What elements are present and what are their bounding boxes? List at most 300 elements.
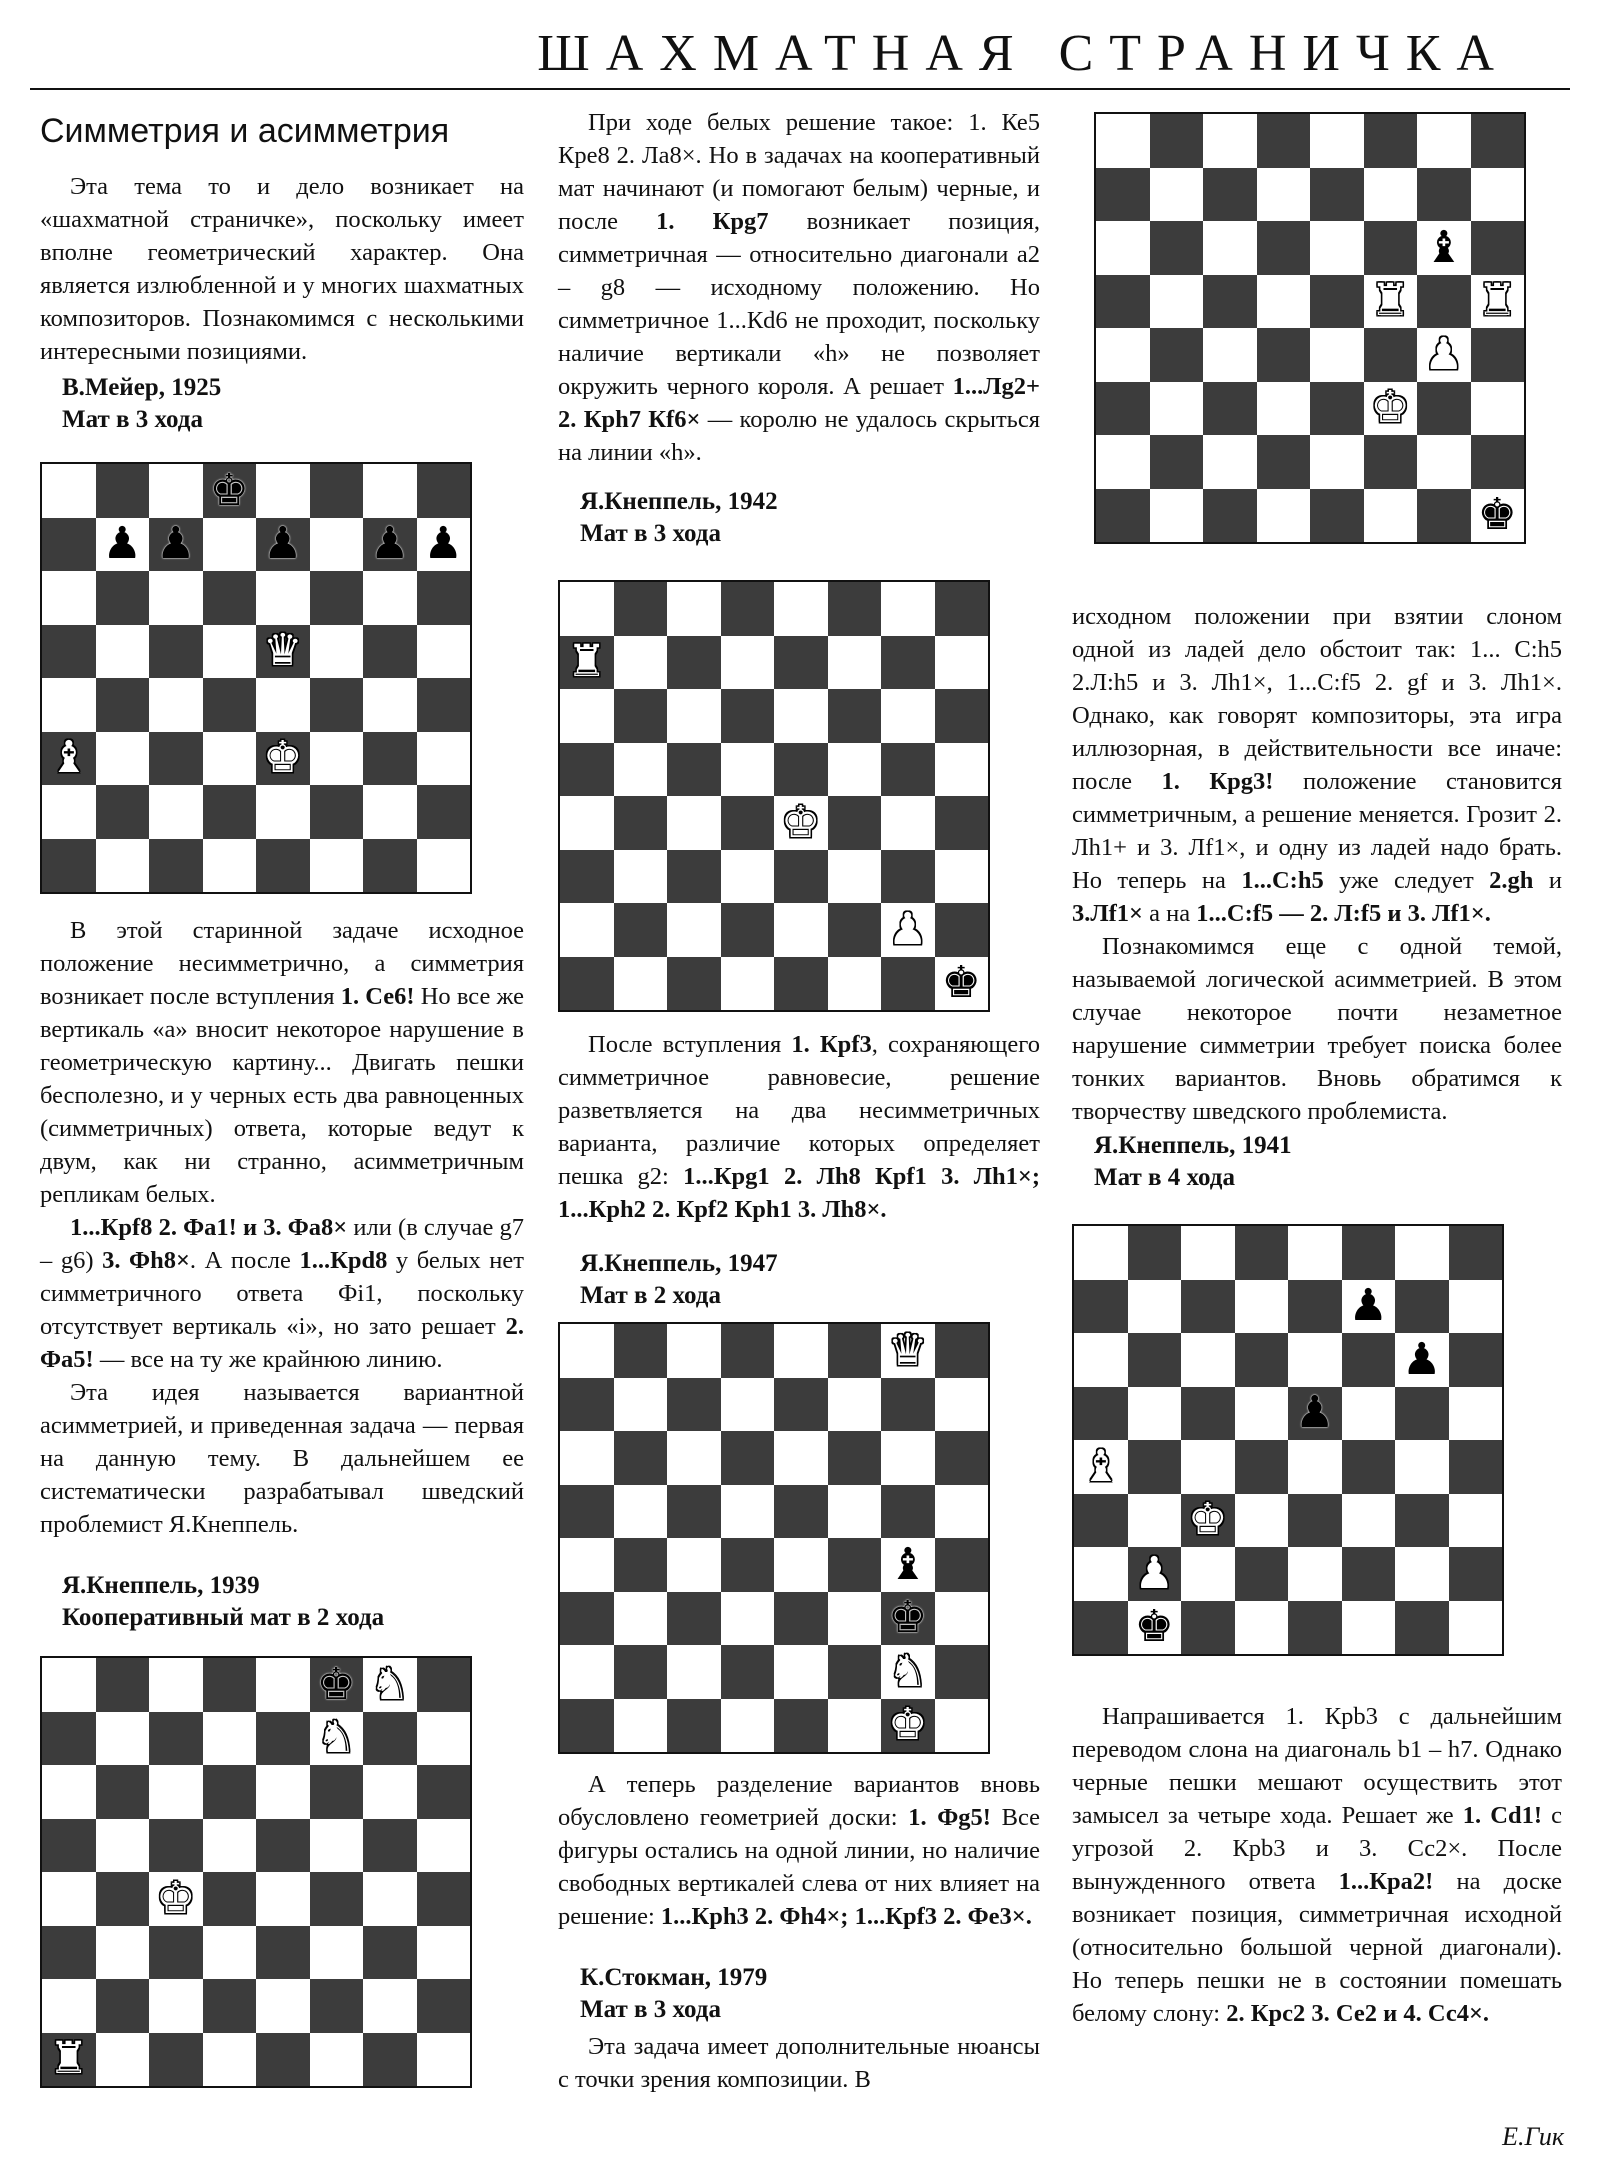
problem-5-task: Мат в 3 хода [580,1996,721,2023]
board-square [935,850,989,904]
black-bishop-icon: ♝ [1424,221,1464,273]
white-knight-icon: ♞ [370,1658,410,1710]
board-square [935,636,989,690]
board-square [721,1431,775,1485]
board-square [1342,1387,1396,1441]
board-square [828,1324,882,1378]
board-square [1128,1494,1182,1548]
board-square [1203,275,1257,329]
chessboard-problem-5 [1094,112,1526,544]
board-square [614,796,668,850]
board-square [774,582,828,636]
board-square [42,1926,96,1980]
article-title: Симметрия и асимметрия [40,112,450,150]
board-square [149,1819,203,1873]
board-square [363,839,417,893]
board-square [42,678,96,732]
board-square [614,1324,668,1378]
board-square [1310,489,1364,543]
board-square [1150,435,1204,489]
col1-paragraph-3: 1...Крf8 2. Фа1! и 3. Фа8× или (в случае g7 – g6) 3. Фh8×. А после 1...Крd8 у белых нет симметричного ответа Фi1, поскольку отсутствует вертикаль «i», но зато решает 2. Фа5! — все на ту же крайнюю линию. [40,1214,524,1373]
board-square [256,1979,310,2033]
board-square [1417,168,1471,222]
board-square [721,1645,775,1699]
board-square [1310,114,1364,168]
board-square [42,1712,96,1766]
white-queen-icon: ♛ [263,625,303,677]
white-king-icon: ♚ [156,1872,196,1924]
board-square [774,1431,828,1485]
white-rook-icon: ♜ [1477,275,1517,327]
board-square [417,785,471,839]
board-square [363,2033,417,2087]
chessboard-problem-1 [40,462,472,894]
board-square [363,1979,417,2033]
board-square [363,1712,417,1766]
board-square [256,1658,310,1712]
board-square [1395,1226,1449,1280]
board-square [1449,1226,1503,1280]
board-square [1395,1440,1449,1494]
board-square [1128,1333,1182,1387]
board-square [363,732,417,786]
board-square [667,1592,721,1646]
board-square [1288,1226,1342,1280]
board-square [417,2033,471,2087]
board-square [256,785,310,839]
board-square [363,1765,417,1819]
board-square [203,839,257,893]
board-square [828,1645,882,1699]
board-square [1150,275,1204,329]
board-square [1364,328,1418,382]
board-square [1310,328,1364,382]
board-square [203,2033,257,2087]
col2-paragraph-3: А теперь разделение вариантов вновь обусловлено геометрией доски: 1. Фg5! Все фигуры остались на одной линии, но наличие свободных вертикалей слева от них влияет на решение: 1...Крh3 2. Фh4×; 1...Крf3 2. Фе3×. [558,1771,1041,1930]
board-square [96,571,150,625]
problem-5-caption [558,1962,1040,2026]
board-square [203,1819,257,1873]
board-square [1096,275,1150,329]
board-square [1096,328,1150,382]
board-square [310,1872,364,1926]
board-square [828,957,882,1011]
col2-end [558,2030,1040,2096]
board-square [614,1485,668,1539]
board-square [667,1485,721,1539]
black-pawn-icon: ♟ [423,518,463,570]
white-pawn-icon: ♟ [1424,328,1464,380]
board-square [203,785,257,839]
board-square [1074,1601,1128,1655]
board-square [363,571,417,625]
board-square [203,625,257,679]
board-square [721,582,775,636]
board-square [417,464,471,518]
board-square [828,1431,882,1485]
white-king-icon: ♚ [1370,382,1410,434]
board-square [1181,1226,1235,1280]
col1-paragraph-4: Эта идея называется вариантной асимметрией, и приведенная задача — первая на данную тему. В дальнейшем ее систематически разрабатывал шведский проблемист Я.Кнеппель. [40,1379,524,1538]
white-pawn-icon: ♟ [1134,1547,1174,1599]
board-square [417,1819,471,1873]
board-square [363,1872,417,1926]
col2-bottom [558,1768,1040,1933]
board-square [1364,221,1418,275]
board-square [256,464,310,518]
board-square [1257,435,1311,489]
board-square [667,689,721,743]
board-square [310,1926,364,1980]
board-square [560,1378,614,1432]
board-square [667,903,721,957]
board-square [667,1378,721,1432]
board-square [560,903,614,957]
board-square [1181,1601,1235,1655]
col3-paragraph-2: Познакомимся еще с одной темой, называемой логической асимметрией. В этом случае некоторое почти незаметное нарушение симметрии требует поиска более тонких вариантов. Вновь обратимся к творчеству шведского проблемиста. [1072,933,1562,1125]
board-square [149,839,203,893]
board-square [1257,114,1311,168]
board-square [614,1378,668,1432]
board-square [96,678,150,732]
board-square [1235,1333,1289,1387]
board-square [560,743,614,797]
board-square [96,625,150,679]
board-square [935,1538,989,1592]
board-square [1074,1280,1128,1334]
page-header [30,6,1570,88]
board-square [721,796,775,850]
board-square [42,1872,96,1926]
board-square [1128,1226,1182,1280]
board-square [1203,382,1257,436]
board-square [417,1658,471,1712]
board-square [1235,1494,1289,1548]
problem-3-caption [558,486,1040,550]
board-square [774,957,828,1011]
board-square [828,850,882,904]
board-square [935,796,989,850]
board-square [1235,1601,1289,1655]
board-square [203,1658,257,1712]
board-square [1181,1280,1235,1334]
col3-paragraph-3: Напрашивается 1. Крb3 с дальнейшим переводом слона на диагональ b1 – h7. Однако черные пешки мешают осуществить этот замысел за четыре хода. Решает же 1. Сd1! с угрозой 2. Крb3 и 3. Сс2×. После вынужденного ответа 1...Кра2! на доске возникает позиция, симметричная исходной (относительно большой черной диагонали). Но теперь пешки не в состоянии помешать белому слону: 2. Крс2 3. Се2 и 4. Сс4×. [1072,1703,1563,2027]
board-square [417,571,471,625]
white-pawn-icon: ♟ [888,903,928,955]
problem-2-caption [40,1570,524,1634]
board-square [1449,1494,1503,1548]
board-square [721,636,775,690]
col3-bottom [1072,1700,1562,2030]
col1-body [40,914,524,1541]
black-pawn-icon: ♟ [156,518,196,570]
board-square [1288,1601,1342,1655]
board-square [1342,1440,1396,1494]
board-square [1417,114,1471,168]
board-square [1074,1226,1128,1280]
board-square [667,1538,721,1592]
board-square [560,957,614,1011]
board-square [1288,1280,1342,1334]
board-square [560,582,614,636]
board-square [96,1658,150,1712]
white-queen-icon: ♛ [888,1324,928,1376]
board-square [1257,168,1311,222]
board-square [363,1819,417,1873]
black-king-icon: ♚ [316,1658,356,1710]
board-square [881,850,935,904]
board-square [42,518,96,572]
board-square [1449,1601,1503,1655]
board-square [42,785,96,839]
board-square [1150,489,1204,543]
col2-paragraph-2: После вступления 1. Крf3, сохраняющего симметричное равновесие, решение разветвляется на два несимметричных варианта, различие которых определяет пешка g2: 1...Крg1 2. Лh8 Крf1 3. Лh1×; 1...Крh2 2. Крf2 Крh1 3. Лh8×. [558,1031,1040,1223]
board-square [774,1699,828,1753]
board-square [667,796,721,850]
black-pawn-icon: ♟ [370,518,410,570]
board-square [417,625,471,679]
black-pawn-icon: ♟ [1402,1333,1442,1385]
board-square [614,1592,668,1646]
white-rook-icon: ♜ [49,2033,89,2085]
board-square [1310,382,1364,436]
board-square [1096,435,1150,489]
board-square [1235,1387,1289,1441]
board-square [1449,1547,1503,1601]
board-square [721,1538,775,1592]
board-square [935,1645,989,1699]
board-square [935,1592,989,1646]
board-square [614,903,668,957]
board-square [1074,1387,1128,1441]
board-square [96,1712,150,1766]
board-square [828,582,882,636]
board-square [1471,382,1525,436]
board-square [96,1872,150,1926]
board-square [256,678,310,732]
board-square [1417,275,1471,329]
chessboard-problem-3 [558,580,990,1012]
board-square [149,1658,203,1712]
board-square [363,1926,417,1980]
white-rook-icon: ♜ [567,636,607,688]
board-square [256,1819,310,1873]
chessboard-problem-2 [40,1656,472,2088]
board-square [1181,1333,1235,1387]
board-square [828,1592,882,1646]
board-square [1395,1547,1449,1601]
board-square [310,1819,364,1873]
board-square [149,678,203,732]
board-square [42,1765,96,1819]
board-square [310,732,364,786]
black-king-icon: ♚ [941,957,981,1009]
board-square [149,1765,203,1819]
board-square [310,571,364,625]
board-square [935,582,989,636]
board-square [935,1485,989,1539]
col2-mid [558,1028,1040,1226]
article-author: Е.Гик [1502,2122,1564,2151]
board-square [1395,1601,1449,1655]
board-square [614,850,668,904]
black-king-icon: ♚ [209,464,249,516]
board-square [149,785,203,839]
board-square [1257,275,1311,329]
board-square [1288,1333,1342,1387]
board-square [1203,489,1257,543]
board-square [1342,1333,1396,1387]
board-square [774,1645,828,1699]
board-square [1364,114,1418,168]
board-square [935,903,989,957]
board-square [1342,1547,1396,1601]
board-square [935,689,989,743]
board-square [667,582,721,636]
board-square [560,1431,614,1485]
board-square [1449,1440,1503,1494]
board-square [363,785,417,839]
board-square [417,1926,471,1980]
board-square [96,1819,150,1873]
board-square [774,850,828,904]
board-square [774,1485,828,1539]
board-square [310,625,364,679]
white-bishop-icon: ♝ [1081,1440,1121,1492]
board-square [881,743,935,797]
board-square [774,636,828,690]
board-square [881,1485,935,1539]
board-square [774,903,828,957]
board-square [560,1538,614,1592]
white-knight-icon: ♞ [888,1645,928,1697]
problem-1-caption [40,372,524,436]
board-square [774,689,828,743]
board-square [1417,489,1471,543]
board-square [1074,1494,1128,1548]
board-square [1203,435,1257,489]
board-square [721,1324,775,1378]
board-square [721,850,775,904]
white-king-icon: ♚ [888,1699,928,1751]
board-square [1471,114,1525,168]
board-square [1288,1494,1342,1548]
board-square [417,1765,471,1819]
board-square [560,1645,614,1699]
board-square [828,743,882,797]
board-square [774,1592,828,1646]
board-square [935,1699,989,1753]
board-square [1203,328,1257,382]
board-square [256,1872,310,1926]
board-square [1395,1280,1449,1334]
board-square [1342,1601,1396,1655]
board-square [1074,1547,1128,1601]
board-square [935,1431,989,1485]
board-square [149,1979,203,2033]
problem-4-caption [558,1248,1040,1312]
board-square [96,1926,150,1980]
white-king-icon: ♚ [1188,1494,1228,1546]
col2-paragraph-4: Эта задача имеет дополнительные нюансы с точки зрения композиции. В [558,2033,1040,2093]
board-square [1449,1333,1503,1387]
board-square [1310,221,1364,275]
black-king-icon: ♚ [888,1592,928,1644]
board-square [667,1431,721,1485]
board-square [1342,1494,1396,1548]
board-square [1471,168,1525,222]
header-rule [30,88,1570,90]
problem-3-task: Мат в 3 хода [580,520,721,547]
board-square [828,689,882,743]
board-square [1449,1387,1503,1441]
black-bishop-icon: ♝ [888,1538,928,1590]
board-square [203,732,257,786]
board-square [774,1538,828,1592]
board-square [614,957,668,1011]
board-square [828,796,882,850]
board-square [256,1712,310,1766]
board-square [1128,1387,1182,1441]
problem-4-author: Я.Кнеппель, 1947 [580,1250,778,1277]
board-square [774,1324,828,1378]
board-square [1257,489,1311,543]
problem-6-task: Мат в 4 хода [1094,1164,1235,1191]
board-square [721,1378,775,1432]
board-square [149,1926,203,1980]
board-square [1364,435,1418,489]
board-square [417,1979,471,2033]
board-square [1471,328,1525,382]
white-king-icon: ♚ [263,732,303,784]
board-square [614,1645,668,1699]
board-square [721,689,775,743]
board-square [96,732,150,786]
board-square [935,743,989,797]
board-square [560,1699,614,1753]
board-square [417,839,471,893]
board-square [203,1926,257,1980]
problem-3-author: Я.Кнеппель, 1942 [580,488,778,515]
board-square [1096,168,1150,222]
board-square [1342,1226,1396,1280]
board-square [881,1378,935,1432]
board-square [417,732,471,786]
board-square [881,957,935,1011]
board-square [1364,489,1418,543]
board-square [828,636,882,690]
board-square [1257,328,1311,382]
board-square [881,636,935,690]
board-square [1310,275,1364,329]
problem-2-task: Кооперативный мат в 2 хода [62,1604,385,1631]
board-square [1395,1494,1449,1548]
board-square [310,785,364,839]
board-square [881,1431,935,1485]
board-square [1074,1333,1128,1387]
board-square [256,2033,310,2087]
board-square [560,1592,614,1646]
board-square [256,571,310,625]
black-pawn-icon: ♟ [263,518,303,570]
board-square [1257,221,1311,275]
problem-1-author: В.Мейер, 1925 [62,374,222,401]
white-bishop-icon: ♝ [49,732,89,784]
problem-1-task: Мат в 3 хода [62,406,203,433]
board-square [1128,1280,1182,1334]
board-square [667,743,721,797]
board-square [1395,1387,1449,1441]
